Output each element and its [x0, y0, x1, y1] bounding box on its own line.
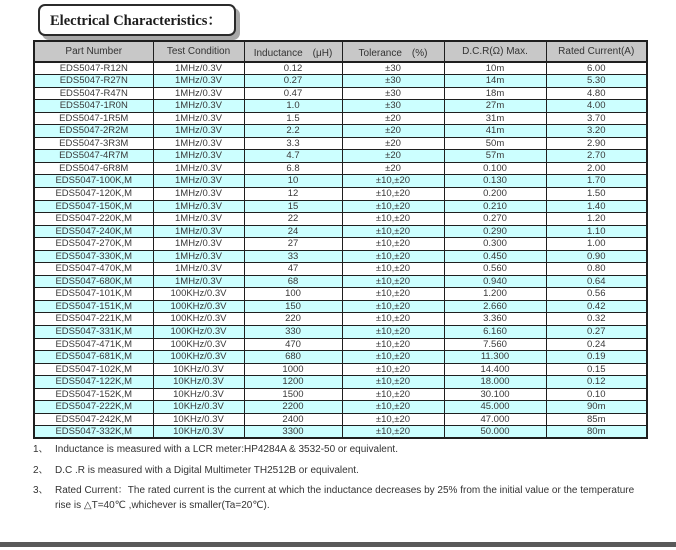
cell-test-condition: 1MHz/0.3V	[153, 150, 244, 163]
cell-dcr: 0.210	[444, 200, 546, 213]
cell-dcr: 0.100	[444, 162, 546, 175]
cell-rated-current: 80m	[546, 426, 647, 439]
cell-part-number: EDS5047-4R7M	[34, 150, 153, 163]
footnote-2-number: 2、	[33, 464, 49, 476]
table-row	[34, 401, 647, 414]
cell-rated-current: 0.27	[546, 325, 647, 338]
cell-inductance: 330	[244, 325, 342, 338]
cell-part-number: EDS5047-1R5M	[34, 112, 153, 125]
footnotes	[33, 444, 658, 511]
cell-rated-current: 1.10	[546, 225, 647, 238]
table-row	[34, 150, 647, 163]
cell-inductance: 2.2	[244, 125, 342, 138]
cell-tolerance: ±10,±20	[342, 213, 444, 226]
cell-tolerance: ±10,±20	[342, 187, 444, 200]
cell-rated-current: 1.50	[546, 187, 647, 200]
cell-part-number: EDS5047-270K,M	[34, 238, 153, 251]
cell-part-number: EDS5047-150K,M	[34, 200, 153, 213]
cell-tolerance: ±30	[342, 75, 444, 88]
cell-inductance: 24	[244, 225, 342, 238]
cell-part-number: EDS5047-120K,M	[34, 187, 153, 200]
cell-rated-current: 2.70	[546, 150, 647, 163]
cell-test-condition: 1MHz/0.3V	[153, 62, 244, 75]
header-tolerance: Tolerance (%)	[342, 41, 444, 62]
cell-test-condition: 1MHz/0.3V	[153, 137, 244, 150]
cell-dcr: 45.000	[444, 401, 546, 414]
cell-dcr: 3.360	[444, 313, 546, 326]
cell-test-condition: 1MHz/0.3V	[153, 87, 244, 100]
cell-rated-current: 1.70	[546, 175, 647, 188]
cell-part-number: EDS5047-R47N	[34, 87, 153, 100]
cell-tolerance: ±30	[342, 62, 444, 75]
cell-rated-current: 0.42	[546, 300, 647, 313]
cell-inductance: 1200	[244, 376, 342, 389]
cell-test-condition: 1MHz/0.3V	[153, 175, 244, 188]
cell-inductance: 68	[244, 275, 342, 288]
cell-part-number: EDS5047-102K,M	[34, 363, 153, 376]
cell-test-condition: 1MHz/0.3V	[153, 263, 244, 276]
cell-part-number: EDS5047-330K,M	[34, 250, 153, 263]
table-row	[34, 175, 647, 188]
cell-test-condition: 10KHz/0.3V	[153, 413, 244, 426]
table-row	[34, 300, 647, 313]
cell-test-condition: 100KHz/0.3V	[153, 288, 244, 301]
cell-rated-current: 0.90	[546, 250, 647, 263]
cell-part-number: EDS5047-220K,M	[34, 213, 153, 226]
cell-tolerance: ±20	[342, 125, 444, 138]
page-title: Electrical Characteristics：	[50, 13, 222, 29]
cell-tolerance: ±20	[342, 137, 444, 150]
cell-tolerance: ±10,±20	[342, 338, 444, 351]
cell-test-condition: 1MHz/0.3V	[153, 100, 244, 113]
cell-dcr: 0.130	[444, 175, 546, 188]
cell-dcr: 0.940	[444, 275, 546, 288]
cell-rated-current: 1.00	[546, 238, 647, 251]
cell-inductance: 1.0	[244, 100, 342, 113]
cell-dcr: 14.400	[444, 363, 546, 376]
cell-dcr: 47.000	[444, 413, 546, 426]
table-row	[34, 413, 647, 426]
cell-tolerance: ±10,±20	[342, 225, 444, 238]
cell-dcr: 0.300	[444, 238, 546, 251]
cell-inductance: 47	[244, 263, 342, 276]
table-row	[34, 62, 647, 75]
cell-inductance: 10	[244, 175, 342, 188]
cell-tolerance: ±10,±20	[342, 413, 444, 426]
table-row	[34, 187, 647, 200]
cell-dcr: 30.100	[444, 388, 546, 401]
table-row	[34, 376, 647, 389]
cell-test-condition: 1MHz/0.3V	[153, 125, 244, 138]
cell-tolerance: ±20	[342, 112, 444, 125]
cell-tolerance: ±20	[342, 150, 444, 163]
cell-dcr: 27m	[444, 100, 546, 113]
table-row	[34, 162, 647, 175]
cell-part-number: EDS5047-470K,M	[34, 263, 153, 276]
cell-tolerance: ±10,±20	[342, 388, 444, 401]
cell-part-number: EDS5047-471K,M	[34, 338, 153, 351]
cell-part-number: EDS5047-680K,M	[34, 275, 153, 288]
cell-inductance: 22	[244, 213, 342, 226]
cell-part-number: EDS5047-R12N	[34, 62, 153, 75]
cell-part-number: EDS5047-222K,M	[34, 401, 153, 414]
cell-rated-current: 0.56	[546, 288, 647, 301]
cell-part-number: EDS5047-332K,M	[34, 426, 153, 439]
electrical-characteristics-table	[33, 40, 648, 439]
cell-tolerance: ±10,±20	[342, 376, 444, 389]
table-body	[34, 62, 647, 438]
cell-dcr: 50m	[444, 137, 546, 150]
cell-inductance: 15	[244, 200, 342, 213]
table-row	[34, 125, 647, 138]
cell-part-number: EDS5047-681K,M	[34, 351, 153, 364]
cell-dcr: 6.160	[444, 325, 546, 338]
cell-part-number: EDS5047-331K,M	[34, 325, 153, 338]
header-inductance: Inductance (μH)	[244, 41, 342, 62]
cell-rated-current: 3.20	[546, 125, 647, 138]
cell-rated-current: 3.70	[546, 112, 647, 125]
table-row	[34, 213, 647, 226]
cell-dcr: 18.000	[444, 376, 546, 389]
cell-part-number: EDS5047-122K,M	[34, 376, 153, 389]
cell-inductance: 1.5	[244, 112, 342, 125]
cell-rated-current: 2.00	[546, 162, 647, 175]
cell-part-number: EDS5047-152K,M	[34, 388, 153, 401]
cell-dcr: 7.560	[444, 338, 546, 351]
cell-test-condition: 100KHz/0.3V	[153, 313, 244, 326]
table-row	[34, 137, 647, 150]
cell-part-number: EDS5047-6R8M	[34, 162, 153, 175]
cell-rated-current: 2.90	[546, 137, 647, 150]
cell-inductance: 0.12	[244, 62, 342, 75]
cell-part-number: EDS5047-240K,M	[34, 225, 153, 238]
cell-inductance: 2400	[244, 413, 342, 426]
cell-inductance: 220	[244, 313, 342, 326]
table-row	[34, 100, 647, 113]
cell-tolerance: ±10,±20	[342, 401, 444, 414]
cell-rated-current: 1.40	[546, 200, 647, 213]
cell-dcr: 10m	[444, 62, 546, 75]
cell-part-number: EDS5047-101K,M	[34, 288, 153, 301]
table-row	[34, 288, 647, 301]
table-row	[34, 426, 647, 439]
cell-test-condition: 1MHz/0.3V	[153, 187, 244, 200]
cell-test-condition: 1MHz/0.3V	[153, 250, 244, 263]
cell-test-condition: 100KHz/0.3V	[153, 338, 244, 351]
cell-dcr: 18m	[444, 87, 546, 100]
cell-inductance: 33	[244, 250, 342, 263]
footnote-2-text: D.C .R is measured with a Digital Multimeter TH2512B or equivalent.	[55, 464, 359, 476]
cell-tolerance: ±10,±20	[342, 426, 444, 439]
cell-dcr: 31m	[444, 112, 546, 125]
table-row	[34, 75, 647, 88]
cell-tolerance: ±10,±20	[342, 250, 444, 263]
cell-rated-current: 0.24	[546, 338, 647, 351]
footnote-1	[33, 444, 658, 457]
cell-part-number: EDS5047-242K,M	[34, 413, 153, 426]
cell-tolerance: ±10,±20	[342, 300, 444, 313]
footnote-3-number: 3、	[33, 485, 49, 496]
header-dcr-max: D.C.R(Ω) Max.	[444, 41, 546, 62]
cell-test-condition: 1MHz/0.3V	[153, 200, 244, 213]
cell-inductance: 3.3	[244, 137, 342, 150]
cell-dcr: 11.300	[444, 351, 546, 364]
cell-rated-current: 0.15	[546, 363, 647, 376]
cell-part-number: EDS5047-3R3M	[34, 137, 153, 150]
cell-rated-current: 1.20	[546, 213, 647, 226]
table-row	[34, 313, 647, 326]
cell-dcr: 0.270	[444, 213, 546, 226]
cell-inductance: 27	[244, 238, 342, 251]
cell-rated-current: 0.12	[546, 376, 647, 389]
footnote-3	[33, 485, 658, 498]
cell-rated-current: 0.19	[546, 351, 647, 364]
section-title-box	[38, 4, 236, 36]
cell-inductance: 680	[244, 351, 342, 364]
cell-dcr: 14m	[444, 75, 546, 88]
footnote-3-continuation: rise is △T=40℃ ,whichever is smaller(Ta=20℃).	[55, 499, 270, 511]
cell-test-condition: 1MHz/0.3V	[153, 225, 244, 238]
cell-part-number: EDS5047-R27N	[34, 75, 153, 88]
cell-part-number: EDS5047-2R2M	[34, 125, 153, 138]
cell-test-condition: 1MHz/0.3V	[153, 75, 244, 88]
cell-test-condition: 10KHz/0.3V	[153, 376, 244, 389]
table-row	[34, 87, 647, 100]
cell-test-condition: 100KHz/0.3V	[153, 325, 244, 338]
cell-rated-current: 5.30	[546, 75, 647, 88]
cell-inductance: 150	[244, 300, 342, 313]
table-row	[34, 351, 647, 364]
cell-dcr: 57m	[444, 150, 546, 163]
cell-test-condition: 1MHz/0.3V	[153, 238, 244, 251]
cell-dcr: 0.560	[444, 263, 546, 276]
cell-rated-current: 0.80	[546, 263, 647, 276]
header-part-number: Part Number	[34, 41, 153, 62]
cell-part-number: EDS5047-1R0N	[34, 100, 153, 113]
table-row	[34, 112, 647, 125]
cell-inductance: 1000	[244, 363, 342, 376]
cell-rated-current: 0.32	[546, 313, 647, 326]
cell-rated-current: 85m	[546, 413, 647, 426]
footnote-1-text: Inductance is measured with a LCR meter:HP4284A & 3532-50 or equivalent.	[55, 444, 398, 455]
cell-tolerance: ±30	[342, 100, 444, 113]
cell-tolerance: ±10,±20	[342, 325, 444, 338]
cell-dcr: 50.000	[444, 426, 546, 439]
cell-rated-current: 0.10	[546, 388, 647, 401]
cell-test-condition: 1MHz/0.3V	[153, 213, 244, 226]
cell-test-condition: 10KHz/0.3V	[153, 401, 244, 414]
cell-dcr: 0.450	[444, 250, 546, 263]
table-row	[34, 388, 647, 401]
cell-inductance: 1500	[244, 388, 342, 401]
cell-tolerance: ±10,±20	[342, 263, 444, 276]
cell-tolerance: ±20	[342, 162, 444, 175]
cell-test-condition: 1MHz/0.3V	[153, 162, 244, 175]
table-header	[34, 41, 647, 62]
cell-dcr: 0.200	[444, 187, 546, 200]
cell-inductance: 4.7	[244, 150, 342, 163]
cell-test-condition: 1MHz/0.3V	[153, 112, 244, 125]
cell-part-number: EDS5047-151K,M	[34, 300, 153, 313]
cell-tolerance: ±10,±20	[342, 175, 444, 188]
table-row	[34, 325, 647, 338]
cell-tolerance: ±10,±20	[342, 275, 444, 288]
cell-dcr: 2.660	[444, 300, 546, 313]
cell-test-condition: 100KHz/0.3V	[153, 300, 244, 313]
cell-tolerance: ±10,±20	[342, 363, 444, 376]
table-row	[34, 363, 647, 376]
cell-test-condition: 10KHz/0.3V	[153, 363, 244, 376]
cell-test-condition: 10KHz/0.3V	[153, 388, 244, 401]
cell-test-condition: 10KHz/0.3V	[153, 426, 244, 439]
table-row	[34, 250, 647, 263]
cell-tolerance: ±10,±20	[342, 351, 444, 364]
footnote-1-number: 1、	[33, 444, 49, 455]
cell-test-condition: 1MHz/0.3V	[153, 275, 244, 288]
cell-part-number: EDS5047-221K,M	[34, 313, 153, 326]
table-row	[34, 238, 647, 251]
cell-rated-current: 4.80	[546, 87, 647, 100]
cell-inductance: 6.8	[244, 162, 342, 175]
header-test-condition: Test Condition	[153, 41, 244, 62]
cell-tolerance: ±10,±20	[342, 288, 444, 301]
cell-rated-current: 4.00	[546, 100, 647, 113]
cell-part-number: EDS5047-100K,M	[34, 175, 153, 188]
cell-inductance: 12	[244, 187, 342, 200]
table-row	[34, 200, 647, 213]
header-row	[34, 41, 647, 62]
footnote-2	[33, 465, 658, 478]
cell-tolerance: ±10,±20	[342, 200, 444, 213]
cell-inductance: 100	[244, 288, 342, 301]
cell-inductance: 3300	[244, 426, 342, 439]
table-row	[34, 275, 647, 288]
cell-dcr: 41m	[444, 125, 546, 138]
cell-tolerance: ±30	[342, 87, 444, 100]
cell-tolerance: ±10,±20	[342, 313, 444, 326]
cell-rated-current: 0.64	[546, 275, 647, 288]
cell-inductance: 2200	[244, 401, 342, 414]
table-row	[34, 338, 647, 351]
table-row	[34, 225, 647, 238]
footnote-3-text: Rated Current：The rated current is the current at which the inductance decreases by 25% from the initial value or the temperature	[55, 485, 635, 496]
cell-inductance: 0.47	[244, 87, 342, 100]
cell-inductance: 0.27	[244, 75, 342, 88]
table-row	[34, 263, 647, 276]
cell-dcr: 1.200	[444, 288, 546, 301]
cell-dcr: 0.290	[444, 225, 546, 238]
cell-rated-current: 6.00	[546, 62, 647, 75]
cell-inductance: 470	[244, 338, 342, 351]
cell-rated-current: 90m	[546, 401, 647, 414]
page-bottom-rule	[0, 542, 676, 547]
cell-tolerance: ±10,±20	[342, 238, 444, 251]
cell-test-condition: 100KHz/0.3V	[153, 351, 244, 364]
header-rated-current: Rated Current(A)	[546, 41, 647, 62]
